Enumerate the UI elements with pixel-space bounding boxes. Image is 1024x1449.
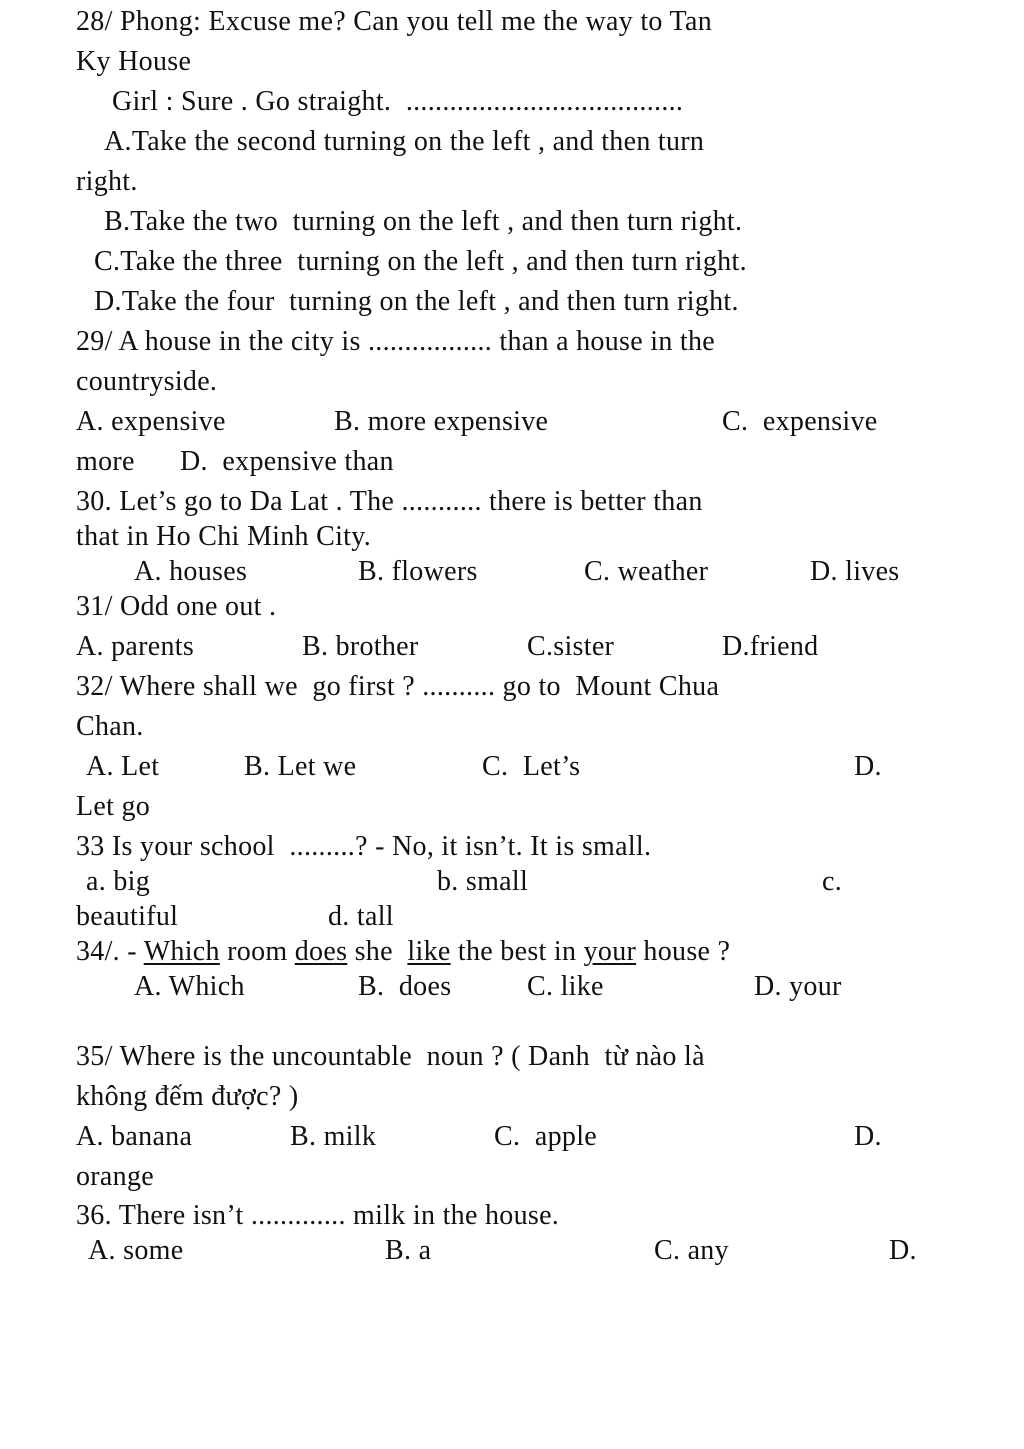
q34-options-row — [0, 969, 842, 1005]
q35-stem-text-cont: không đếm được? ) — [76, 1081, 299, 1112]
q30-stem-text: 30. Let’s go to Da Lat . The ........... there is better than — [76, 486, 703, 517]
q34-stem-text — [76, 934, 730, 970]
q36-option-d: D. — [889, 1235, 917, 1266]
q29-option-c: C. expensive — [722, 406, 878, 437]
q31-option-a: A. parents — [76, 631, 195, 662]
q31-option-d: D.friend — [722, 631, 819, 662]
q30-option-b: B. flowers — [358, 556, 478, 587]
q28-option-d-text: D.Take the four turning on the left , and then turn right. — [94, 286, 739, 317]
q35-option-a: A. banana — [76, 1121, 193, 1152]
q36-option-b: B. a — [385, 1235, 432, 1266]
q35-option-c: C. apple — [494, 1121, 598, 1152]
q30-options-row — [0, 554, 900, 590]
q28-option-b-text: B.Take the two turning on the left , and then turn right. — [104, 206, 743, 237]
q34-option-c: C. like — [527, 971, 604, 1002]
q32-stem-text-cont: Chan. — [76, 711, 144, 742]
q29-stem-text-cont: countryside. — [76, 366, 218, 397]
q34-text-3: the best in — [450, 936, 584, 967]
q30-option-c: C. weather — [584, 556, 709, 587]
q32-stem-text: 32/ Where shall we go first ? .......... go to Mount Chua — [76, 671, 720, 702]
q29-option-c-cont: more — [76, 446, 135, 477]
q33-stem-text: 33 Is your school .........? - No, it isn’t. It is small. — [76, 831, 652, 862]
q32-option-d-cont: Let go — [76, 791, 151, 822]
q33-option-c: c. — [822, 866, 843, 897]
q34-option-d: D. your — [754, 971, 842, 1002]
q34-text-2: she — [347, 936, 408, 967]
q35-option-b: B. milk — [290, 1121, 377, 1152]
q34-underlined-your: your — [583, 936, 637, 967]
q29-option-b: B. more expensive — [334, 406, 549, 437]
q28-stem-text: 28/ Phong: Excuse me? Can you tell me the way to Tan — [76, 6, 713, 37]
q33-option-c-cont: beautiful — [76, 901, 179, 932]
q32-option-c: C. Let’s — [482, 751, 581, 782]
q30-option-d: D. lives — [810, 556, 900, 587]
q30-option-a: A. houses — [134, 556, 248, 587]
q34-underlined-like: like — [407, 936, 451, 967]
q34-prefix: 34/. - — [76, 936, 144, 967]
q29-options-row — [0, 404, 878, 440]
q31-options-row — [0, 629, 819, 665]
q33-options-row — [0, 864, 843, 900]
q28-option-a-text: A.Take the second turning on the left , and then turn — [104, 126, 705, 157]
q34-text-1: room — [219, 936, 295, 967]
q32-option-b: B. Let we — [244, 751, 357, 782]
q36-option-c: C. any — [654, 1235, 729, 1266]
q34-text-4: house ? — [636, 936, 731, 967]
q34-stem — [0, 934, 731, 970]
q29-options-row2 — [0, 444, 394, 480]
q36-option-a: A. some — [88, 1235, 184, 1266]
q35-option-d-cont: orange — [76, 1161, 154, 1192]
q30-stem-text-cont: that in Ho Chi Minh City. — [76, 521, 372, 552]
q34-option-b: B. does — [358, 971, 452, 1002]
q32-option-d: D. — [854, 751, 882, 782]
q33-option-b: b. small — [437, 866, 529, 897]
q29-option-d: D. expensive than — [180, 446, 394, 477]
q33-options-row2 — [0, 899, 394, 935]
q34-underlined-which: Which — [143, 936, 220, 967]
q31-option-c: C.sister — [527, 631, 615, 662]
q36-options-row — [0, 1233, 917, 1269]
q31-stem-text: 31/ Odd one out . — [76, 591, 277, 622]
q31-option-b: B. brother — [302, 631, 419, 662]
q28-option-a-text-cont: right. — [76, 166, 138, 197]
q29-stem-text: 29/ A house in the city is ................. than a house in the — [76, 326, 716, 357]
q33-option-d: d. tall — [328, 901, 394, 932]
q29-option-a: A. expensive — [76, 406, 226, 437]
q35-option-d: D. — [854, 1121, 882, 1152]
q28-option-c-text: C.Take the three turning on the left , and then turn right. — [94, 246, 747, 277]
q34-option-a: A. Which — [134, 971, 245, 1002]
q32-option-a: A. Let — [86, 751, 160, 782]
q33-option-a: a. big — [86, 866, 151, 897]
q28-stem-text-cont: Ky House — [76, 46, 192, 77]
q35-stem-text: 35/ Where is the uncountable noun ? ( Danh từ nào là — [76, 1041, 705, 1072]
q32-options-row — [0, 749, 882, 785]
q28-girl-text: Girl : Sure . Go straight. ...................................... — [112, 86, 684, 117]
q34-underlined-does: does — [294, 936, 348, 967]
q35-options-row — [0, 1119, 882, 1155]
q36-stem-text: 36. There isn’t ............. milk in the house. — [76, 1200, 560, 1231]
